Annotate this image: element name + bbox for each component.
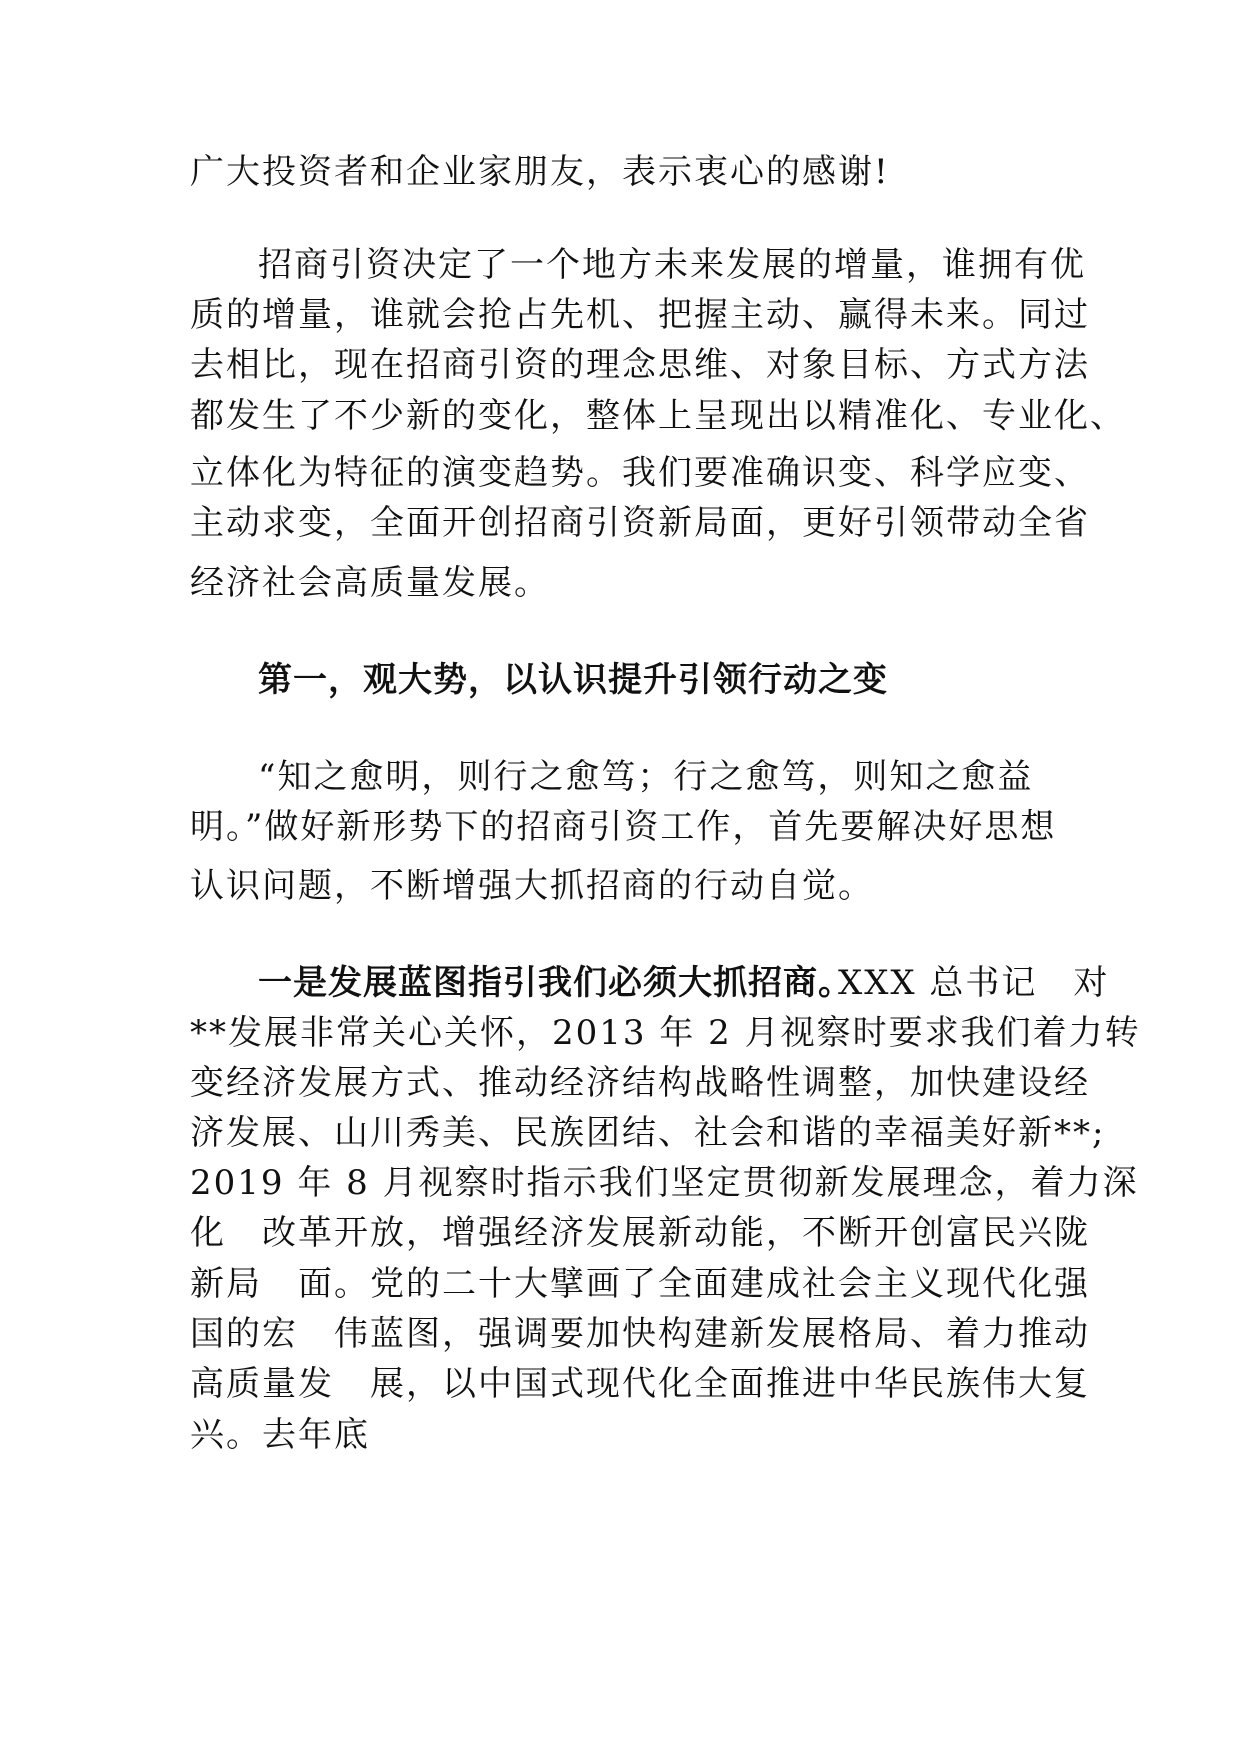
subsection-heading: 一是发展蓝图指引我们必须大抓招商。 xyxy=(258,963,853,1003)
paragraph-line: 2019 年 8 月视察时指示我们坚定贯彻新发展理念，着力深 xyxy=(190,1163,1139,1203)
paragraph-line: 济发展、山川秀美、民族团结、社会和谐的幸福美好新**; xyxy=(190,1113,1106,1153)
paragraph-line: 招商引资决定了一个地方未来发展的增量，谁拥有优 xyxy=(258,245,1086,285)
paragraph-line: 立体化为特征的演变趋势。我们要准确识变、科学应变、 xyxy=(190,453,1090,493)
paragraph-line: 主动求变，全面开创招商引资新局面，更好引领带动全省 xyxy=(190,503,1090,543)
paragraph-line: 经济社会高质量发展。 xyxy=(190,563,550,603)
paragraph-line: 都发生了不少新的变化，整体上呈现出以精准化、专业化、 xyxy=(190,396,1126,436)
paragraph-line: 认识问题，不断增强大抓招商的行动自觉。 xyxy=(190,866,874,906)
paragraph-line: 化 改革开放，增强经济发展新动能，不断开创富民兴陇 xyxy=(190,1213,1090,1253)
section-heading: 第一，观大势，以认识提升引领行动之变 xyxy=(258,660,888,700)
paragraph-line: “知之愈明，则行之愈笃；行之愈笃，则知之愈益 xyxy=(258,757,1034,797)
paragraph-line: 广大投资者和企业家朋友，表示衷心的感谢! xyxy=(190,152,890,192)
paragraph-line: 明。”做好新形势下的招商引资工作，首先要解决好思想 xyxy=(190,807,1057,847)
paragraph-line: 变经济发展方式、推动经济结构战略性调整，加快建设经 xyxy=(190,1063,1090,1103)
paragraph-line: XXX 总书记 对 xyxy=(838,963,1110,1003)
paragraph-line: 去相比，现在招商引资的理念思维、对象目标、方式方法 xyxy=(190,345,1090,385)
paragraph-line: 质的增量，谁就会抢占先机、把握主动、赢得未来。同过 xyxy=(190,295,1090,335)
paragraph-line: 国的宏 伟蓝图，强调要加快构建新发展格局、着力推动 xyxy=(190,1314,1090,1354)
paragraph-line: 高质量发 展，以中国式现代化全面推进中华民族伟大复 xyxy=(190,1364,1090,1404)
paragraph-line: 新局 面。党的二十大擘画了全面建成社会主义现代化强 xyxy=(190,1264,1090,1304)
paragraph-line: 兴。去年底 xyxy=(190,1415,370,1455)
paragraph-line: **发展非常关心关怀，2013 年 2 月视察时要求我们着力转 xyxy=(190,1013,1141,1053)
